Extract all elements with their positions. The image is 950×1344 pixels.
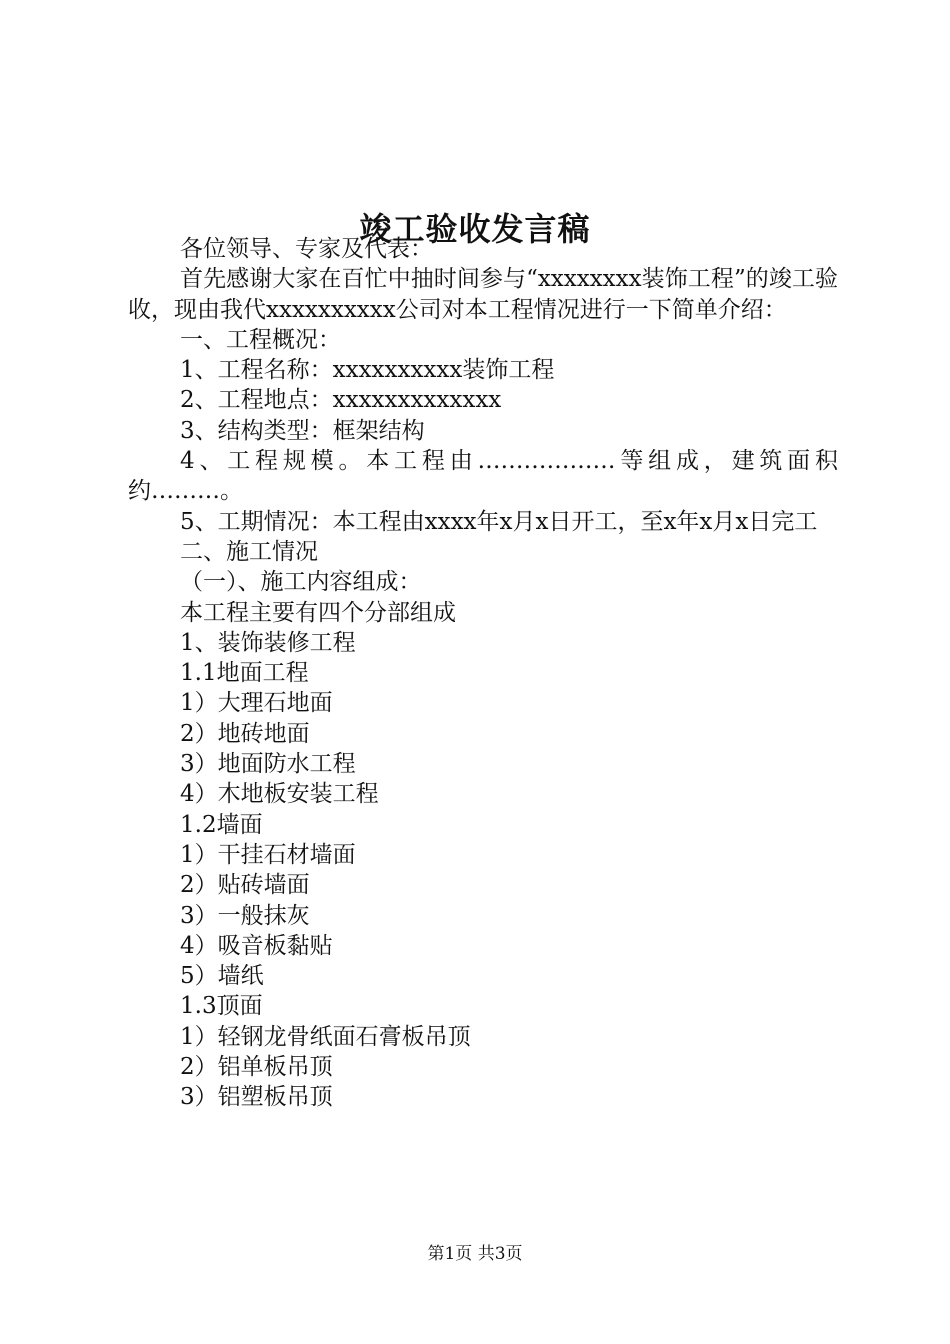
salutation: 各位领导、专家及代表： bbox=[180, 236, 433, 262]
project-location: 2、工程地点：xxxxxxxxxxxxx bbox=[180, 387, 502, 414]
section-heading-construction: 二、施工情况 bbox=[180, 538, 318, 565]
list-item: 2）地砖地面 bbox=[180, 720, 310, 747]
list-item: 1）干挂石材墙面 bbox=[180, 841, 356, 868]
list-item: 2）铝单板吊顶 bbox=[180, 1054, 333, 1081]
project-name: 1、工程名称：xxxxxxxxxx装饰工程 bbox=[180, 357, 555, 384]
list-item: 1）大理石地面 bbox=[180, 690, 333, 717]
list-item: 3）一般抹灰 bbox=[180, 902, 310, 929]
list-item: 5）墙纸 bbox=[180, 963, 264, 990]
structure-type: 3、结构类型：框架结构 bbox=[180, 417, 425, 444]
list-item: 2）贴砖墙面 bbox=[180, 872, 310, 899]
list-item: 4）吸音板黏贴 bbox=[180, 932, 333, 959]
list-item: 3）铝塑板吊顶 bbox=[180, 1084, 333, 1111]
subsection-heading-content: （一）、施工内容组成： bbox=[180, 569, 422, 596]
list-item: 4）木地板安装工程 bbox=[180, 781, 379, 808]
list-item: 1.2墙面 bbox=[180, 811, 263, 838]
intro-paragraph: 首先感谢大家在百忙中抽时间参与“xxxxxxxx装饰工程”的竣工验收，现由我代xxxxxxxxxx公司对本工程情况进行一下简单介绍： bbox=[128, 266, 838, 323]
project-scale: 4、工程规模。本工程由………………等组成，建筑面积约………。 bbox=[128, 448, 838, 505]
list-item: 1.3顶面 bbox=[180, 993, 263, 1020]
document-body bbox=[128, 234, 838, 1113]
list-item: 1、装饰装修工程 bbox=[180, 629, 356, 656]
section-heading-overview: 一、工程概况： bbox=[180, 326, 341, 353]
schedule-info: 5、工期情况：本工程由xxxx年x月x日开工，至x年x月x日完工 bbox=[180, 508, 818, 535]
list-item: 本工程主要有四个分部组成 bbox=[180, 599, 456, 626]
list-item: 1）轻钢龙骨纸面石膏板吊顶 bbox=[180, 1023, 471, 1050]
document-title: 竣工验收发言稿 bbox=[359, 210, 591, 249]
list-item: 3）地面防水工程 bbox=[180, 751, 356, 778]
list-item: 1.1地面工程 bbox=[180, 660, 309, 687]
page-footer: 第1页 共3页 bbox=[427, 1244, 523, 1264]
